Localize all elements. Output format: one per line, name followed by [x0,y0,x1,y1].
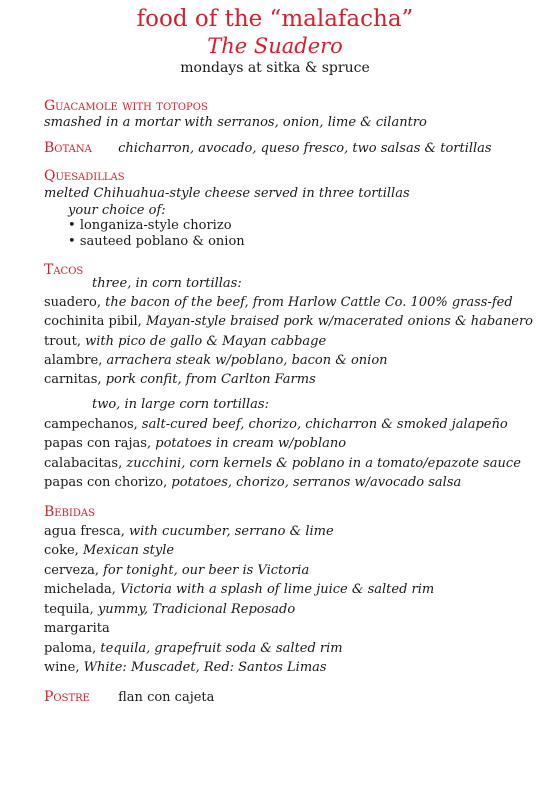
drink-item [44,562,309,580]
section-quesadillas-heading: Quesadillas [44,168,125,184]
taco-description: the bacon of the beef, from Harlow Cattle Co. 100% grass-fed [105,295,513,310]
taco-item [44,333,326,351]
drink-description: with cucumber, serrano & lime [129,524,334,539]
drink-name: paloma, [44,641,97,656]
drink-item [44,640,343,658]
menu-subtitle: The Suadero [207,34,343,58]
guacamole-description: smashed in a mortar with serranos, onion, lime & cilantro [44,115,427,130]
section-botana-heading: Botana [44,140,92,156]
tacos-group2-label: two, in large corn tortillas: [92,397,269,412]
drink-item [44,659,327,677]
taco-description: zucchini, corn kernels & poblano in a tomato/epazote sauce [126,456,521,471]
drink-item [44,542,174,560]
drink-name: coke, [44,543,79,558]
quesadilla-option: • longaniza-style chorizo [68,217,232,235]
drink-name: agua fresca, [44,524,125,539]
taco-item [44,352,388,370]
section-guacamole-heading: Guacamole with totopos [44,98,208,114]
drink-name: wine, [44,660,80,675]
drink-description: Victoria with a splash of lime juice & salted rim [120,582,435,597]
taco-name: carnitas, [44,372,102,387]
tacos-group1-label: three, in corn tortillas: [92,276,242,291]
botana-row [44,139,492,158]
taco-item [44,416,508,434]
drink-item [44,620,110,638]
drink-description: yummy, Tradicional Reposado [97,602,296,617]
postre-description: flan con cajeta [118,690,215,705]
taco-description: potatoes in cream w/poblano [155,436,347,451]
taco-name: suadero, [44,295,101,310]
drink-description: for tonight, our beer is Victoria [103,563,310,578]
drink-name: cerveza, [44,563,99,578]
drink-description: Mexican style [82,543,175,558]
drink-description: tequila, grapefruit soda & salted rim [100,641,343,656]
quesadilla-option: • sauteed poblano & onion [68,233,245,251]
taco-description: salt-cured beef, chorizo, chicharron & smoked jalapeño [141,417,508,432]
botana-description: chicharron, avocado, queso fresco, two salsas & tortillas [118,141,492,156]
drink-item [44,523,334,541]
menu-title: food of the “malafacha” [136,6,414,32]
taco-item [44,455,521,473]
taco-name: cochinita pibil, [44,314,142,329]
taco-item [44,474,461,492]
section-tacos-heading: Tacos [44,262,84,278]
taco-description: Mayan-style braised pork w/macerated onions & habanero [145,314,533,329]
drink-description: White: Muscadet, Red: Santos Limas [83,660,327,675]
drink-item [44,601,295,619]
menu-tagline: mondays at sitka & spruce [180,60,370,76]
taco-item [44,313,533,331]
taco-description: with pico de gallo & Mayan cabbage [85,334,327,349]
drink-name: tequila, [44,602,94,617]
taco-description: pork confit, from Carlton Farms [105,372,316,387]
taco-name: alambre, [44,353,103,368]
taco-description: arrachera steak w/poblano, bacon & onion [106,353,388,368]
quesadillas-description: melted Chihuahua-style cheese served in three tortillas [44,186,410,201]
taco-name: campechanos, [44,417,138,432]
taco-item [44,294,513,312]
taco-description: potatoes, chorizo, serranos w/avocado salsa [171,475,462,490]
taco-item [44,371,316,389]
taco-name: papas con rajas, [44,436,152,451]
section-postre-heading: Postre [44,689,90,705]
postre-row [44,688,214,707]
taco-item [44,435,346,453]
section-bebidas-heading: Bebidas [44,504,95,520]
taco-name: papas con chorizo, [44,475,168,490]
quesadillas-choice-label: your choice of: [68,203,166,218]
taco-name: trout, [44,334,81,349]
taco-name: calabacitas, [44,456,123,471]
drink-name: margarita [44,621,110,636]
drink-name: michelada, [44,582,116,597]
drink-item [44,581,434,599]
